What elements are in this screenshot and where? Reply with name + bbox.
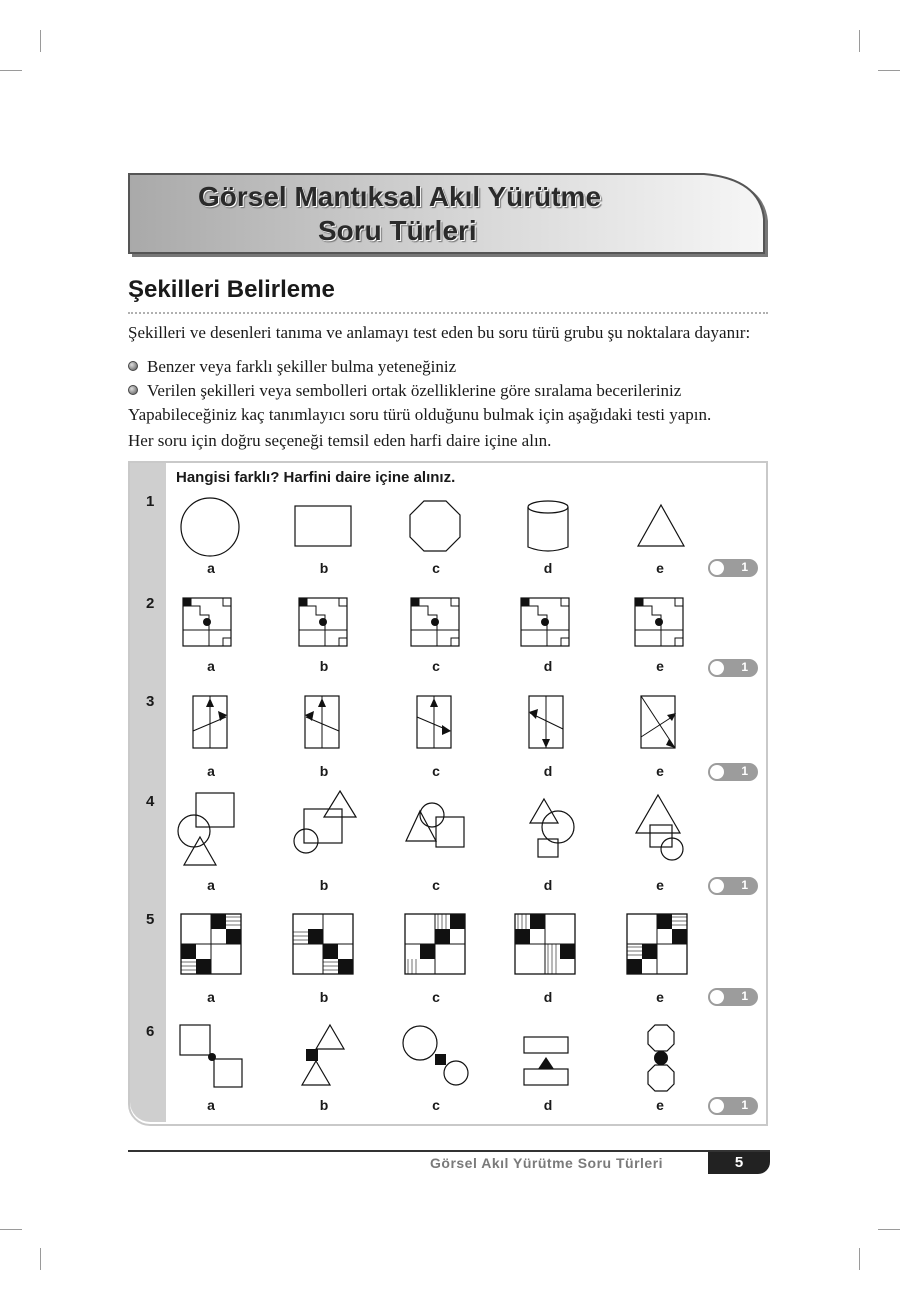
option-figure-grid-dot[interactable] (520, 597, 572, 649)
option-c[interactable]: c (432, 989, 440, 1005)
option-e[interactable]: e (656, 989, 664, 1005)
banner-title-line1: Görsel Mantıksal Akıl Yürütme (198, 181, 602, 212)
score-badge (708, 877, 758, 895)
option-figure-overlap-shapes[interactable] (404, 799, 468, 853)
option-figure-overlap-shapes[interactable] (524, 797, 578, 859)
option-figure-grid-dot[interactable] (182, 597, 234, 649)
option-figure-arrow-box[interactable] (528, 695, 566, 751)
question-number: 2 (146, 595, 155, 612)
bullet-icon (128, 361, 138, 371)
score-value: 1 (741, 660, 748, 674)
score-checkbox[interactable] (710, 1099, 724, 1113)
option-figure-linked-circles[interactable] (400, 1023, 470, 1089)
score-badge (708, 659, 758, 677)
score-value: 1 (741, 989, 748, 1003)
option-figure-checker-grid[interactable] (514, 913, 578, 977)
option-figure-arrow-box[interactable] (304, 695, 342, 751)
score-value: 1 (741, 764, 748, 778)
option-figure-overlap-shapes[interactable] (176, 791, 240, 869)
option-figure-grid-dot[interactable] (634, 597, 686, 649)
crop-mark (40, 30, 41, 52)
footer-rule (128, 1150, 770, 1152)
title-banner (128, 173, 768, 257)
option-d[interactable]: d (543, 1097, 553, 1113)
score-checkbox[interactable] (710, 765, 724, 779)
option-figure-linked-squares[interactable] (178, 1023, 248, 1089)
option-d[interactable]: d (543, 877, 553, 893)
score-value: 1 (741, 560, 748, 574)
option-b[interactable]: b (319, 1097, 329, 1113)
bullet-text: Verilen şekilleri veya sembolleri ortak özelliklerine göre sıralama becerileriniz (147, 381, 682, 400)
option-figure-circle[interactable] (178, 495, 242, 559)
option-figure-checker-grid[interactable] (626, 913, 690, 977)
option-figure-linked-octagons[interactable] (646, 1023, 678, 1093)
question-number: 6 (146, 1023, 155, 1040)
question-number: 3 (146, 693, 155, 710)
score-badge (708, 1097, 758, 1115)
banner-title-line2: Soru Türleri (318, 215, 477, 246)
option-figure-linked-rectangles[interactable] (522, 1035, 570, 1089)
option-e[interactable]: e (656, 763, 664, 779)
instruction-paragraph: Her soru için doğru seçeneği temsil eden harfi daire içine alın. (128, 431, 552, 450)
bullet-icon (128, 385, 138, 395)
option-b[interactable]: b (319, 763, 329, 779)
footer-title: Görsel Akıl Yürütme Soru Türleri (430, 1155, 664, 1171)
option-figure-overlap-shapes[interactable] (634, 793, 688, 865)
option-d[interactable]: d (543, 658, 553, 674)
option-figure-checker-grid[interactable] (292, 913, 356, 977)
score-checkbox[interactable] (710, 990, 724, 1004)
option-b[interactable]: b (319, 560, 329, 576)
option-figure-checker-grid[interactable] (404, 913, 468, 977)
score-badge (708, 763, 758, 781)
intro-paragraph: Şekilleri ve desenleri tanıma ve anlamayı test eden bu soru türü grubu şu noktalara dayanır: (128, 323, 751, 342)
page-number: 5 (708, 1152, 770, 1174)
option-figure-checker-grid[interactable] (180, 913, 244, 977)
option-figure-grid-dot[interactable] (298, 597, 350, 649)
option-e[interactable]: e (656, 877, 664, 893)
instruction-paragraph: Yapabileceğiniz kaç tanımlayıcı soru türü olduğunu bulmak için aşağıdaki testi yapın. (128, 405, 712, 424)
crop-mark (859, 1248, 860, 1270)
crop-mark (878, 1229, 900, 1230)
question-number: 5 (146, 911, 155, 928)
crop-mark (40, 1248, 41, 1270)
option-figure-cylinder[interactable] (526, 499, 572, 555)
option-c[interactable]: c (432, 763, 440, 779)
bullet-text: Benzer veya farklı şekiller bulma yeteneğiniz (147, 357, 457, 376)
option-b[interactable]: b (319, 989, 329, 1005)
score-value: 1 (741, 878, 748, 892)
option-a[interactable]: a (207, 658, 215, 674)
score-badge (708, 559, 758, 577)
option-c[interactable]: c (432, 1097, 440, 1113)
score-checkbox[interactable] (710, 661, 724, 675)
option-e[interactable]: e (656, 658, 664, 674)
option-figure-arrow-box[interactable] (192, 695, 230, 751)
test-panel (128, 461, 768, 1126)
option-figure-grid-dot[interactable] (410, 597, 462, 649)
option-c[interactable]: c (432, 658, 440, 674)
crop-mark (878, 70, 900, 71)
option-c[interactable]: c (432, 877, 440, 893)
option-figure-arrow-box[interactable] (640, 695, 680, 751)
question-number: 1 (146, 493, 155, 510)
option-figure-arrow-box[interactable] (416, 695, 454, 751)
option-b[interactable]: b (319, 877, 329, 893)
crop-mark (0, 70, 22, 71)
option-a[interactable]: a (207, 877, 215, 893)
option-a[interactable]: a (207, 763, 215, 779)
option-figure-octagon[interactable] (408, 499, 462, 553)
score-checkbox[interactable] (710, 879, 724, 893)
option-figure-overlap-shapes[interactable] (290, 789, 360, 855)
option-c[interactable]: c (432, 560, 440, 576)
option-a[interactable]: a (207, 1097, 215, 1113)
dotted-divider (128, 312, 768, 314)
option-d[interactable]: d (543, 989, 553, 1005)
option-e[interactable]: e (656, 1097, 664, 1113)
option-e[interactable]: e (656, 560, 664, 576)
score-checkbox[interactable] (710, 561, 724, 575)
option-figure-rectangle[interactable] (294, 505, 354, 549)
option-d[interactable]: d (543, 763, 553, 779)
option-figure-triangle[interactable] (636, 503, 686, 549)
option-figure-linked-triangles[interactable] (298, 1023, 350, 1089)
option-a[interactable]: a (207, 989, 215, 1005)
test-instruction: Hangisi farklı? Harfini daire içine alınız. (176, 469, 456, 486)
crop-mark (859, 30, 860, 52)
question-number: 4 (146, 793, 155, 810)
section-title: Şekilleri Belirleme (128, 276, 335, 303)
score-value: 1 (741, 1098, 748, 1112)
crop-mark (0, 1229, 22, 1230)
bullet-item (128, 381, 681, 401)
option-a[interactable]: a (207, 560, 215, 576)
bullet-item (128, 357, 456, 377)
option-d[interactable]: d (543, 560, 553, 576)
option-b[interactable]: b (319, 658, 329, 674)
score-badge (708, 988, 758, 1006)
